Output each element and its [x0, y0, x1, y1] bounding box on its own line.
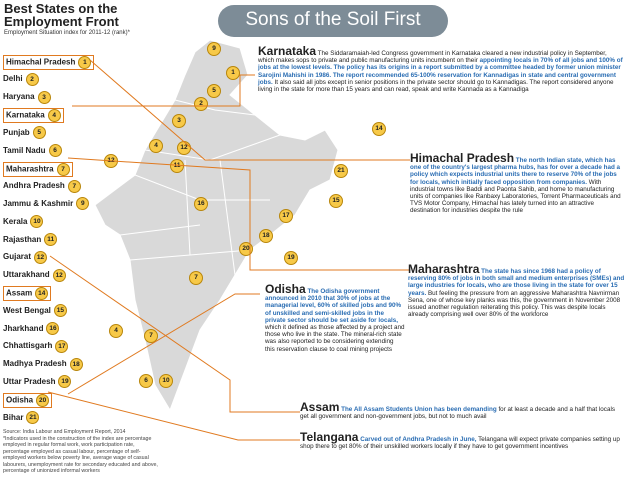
maharashtra-highlight: The state has since 1968 had a policy of reserving 80% of jobs in both small and medium enterprises (SMEs) and large industries for locals, who are those living in the state for over 15 years.: [408, 268, 625, 297]
rank-badge: 4: [48, 109, 61, 122]
map-rank-badge: 19: [284, 251, 298, 265]
rank-badge: 7: [57, 163, 70, 176]
page-title: Sons of the Soil First: [245, 9, 421, 30]
odisha-text: which it defined as those affected by a project and those who live in the state. The mineral-rich state was also reported to be considering extending this reservation clause to coal mining projects: [265, 324, 405, 353]
map-rank-badge: 10: [159, 374, 173, 388]
map-rank-badge: 18: [259, 229, 273, 243]
himachal-highlight: The north Indian state, which has one of the country's largest pharma hubs, has for over a decade had a policy which expects industrial units there to reserve 70% of the jobs for locals, which initially faced opposition from companies.: [410, 157, 621, 186]
connector-odisha: [68, 294, 260, 394]
map-rank-badge: 7: [144, 329, 158, 343]
rank-state-name: Andhra Pradesh: [3, 181, 65, 191]
rank-state-name: Bihar: [3, 412, 24, 422]
karnataka-text-2: It also said all jobs except in senior positions in the private sector should go to Kannadigas. The report considered anyone living in the state for more than 15 years and can read, speak and write Kannada as a Kannadiga: [258, 78, 614, 94]
assam-block: [300, 400, 625, 421]
maharashtra-block: [408, 262, 625, 319]
assam-title: Assam: [300, 400, 340, 414]
odisha-block: [265, 282, 405, 353]
rank-state-name: Punjab: [3, 127, 30, 137]
map-rank-badge: 2: [194, 97, 208, 111]
connector-karnataka: [72, 75, 255, 106]
maharashtra-title: Maharashtra: [408, 262, 480, 276]
map-rank-badge: 15: [329, 194, 343, 208]
connector-maharashtra: [68, 158, 410, 270]
rank-badge: 18: [70, 358, 83, 371]
rank-badge: 20: [36, 394, 49, 407]
footnote: *Indicators used in the construction of the index are percentage employed in regular formal work, work participation rate, percentage employed as casual labour, percentage of self-employed workers below poverty line, average wage of casual labourers, unemployment rate for secondary educated and above, percentage of unionized informal workers: [3, 436, 158, 475]
rank-badge: 2: [26, 73, 39, 86]
rank-badge: 15: [54, 304, 67, 317]
rank-badge: 12: [53, 269, 66, 282]
odisha-highlight: The Odisha government announced in 2010 that 30% of jobs at the managerial level, 60% of skilled jobs and 90% of unskilled and semi-skilled jobs in the private sector should be set aside for locals,: [265, 288, 402, 324]
map-rank-badge: 12: [104, 154, 118, 168]
connector-assam: [50, 256, 300, 412]
karnataka-title: Karnataka: [258, 44, 317, 58]
rank-state-name: Uttarakhand: [3, 270, 50, 280]
telangana-title: Telangana: [300, 430, 359, 444]
rank-state-name: Assam: [6, 289, 33, 298]
left-panel-subtitle: Employment Situation index for 2011-12 (rank)*: [4, 30, 130, 36]
rank-state-name: Kerala: [3, 216, 28, 226]
assam-text: for at least a decade and a half that locals get all government and non-government jobs, but not to much avail: [300, 406, 616, 421]
rank-badge: 16: [46, 322, 59, 335]
map-rank-badge: 14: [372, 122, 386, 136]
rank-badge: 21: [26, 411, 39, 424]
karnataka-block: [258, 44, 624, 94]
rank-state-name: Chhattisgarh: [3, 341, 53, 351]
rank-state-name: Madhya Pradesh: [3, 359, 67, 369]
assam-highlight: The All Assam Students Union has been demanding: [341, 406, 497, 413]
map-rank-badge: 17: [279, 209, 293, 223]
left-panel-title: Best States on the Employment Front: [4, 1, 119, 29]
rank-state-name: Uttar Pradesh: [3, 377, 56, 386]
telangana-highlight: Carved out of Andhra Pradesh in June,: [360, 436, 477, 443]
source-note: Source: India Labour and Employment Report, 2014: [3, 429, 126, 435]
connector-telangana: [48, 392, 300, 440]
maharashtra-text: But feeling the pressure from an aggressive Maharashtra Navnirman Sena, one of whose key planks was this, the government in November 2008 issued another regulation reiterating this policy. This was despite locals already comprising well over 80% of the workforce: [408, 289, 621, 319]
map-rank-badge: 6: [139, 374, 153, 388]
map-rank-badge: 5: [207, 84, 221, 98]
map-rank-badge: 7: [189, 271, 203, 285]
map-rank-badge: 4: [149, 139, 163, 153]
telangana-block: [300, 430, 625, 451]
rank-badge: 10: [30, 215, 43, 228]
rank-badge: 1: [78, 56, 91, 69]
rank-badge: 7: [68, 180, 81, 193]
rank-state-name: Delhi: [3, 74, 23, 84]
karnataka-text-1: The Siddaramaiah-led Congress government in Karnataka cleared a new industrial policy in September, which makes sops to private and public manufacturing units incumbent on their: [258, 50, 607, 65]
map-rank-badge: 1: [226, 66, 240, 80]
himachal-text: With industrial towns like Baddi and Paonta Sahib, and home to manufacturing units of companies like Ranbaxy Laboratories, Torrent Pharmaceuticals and TVS Motor Company, Himachal has lately turned into an attractive destination for industries despite the rule: [410, 178, 621, 215]
rank-state-name: Tamil Nadu: [3, 145, 46, 155]
rank-badge: 11: [44, 233, 57, 246]
rank-badge: 6: [49, 144, 62, 157]
rank-state-name: Rajasthan: [3, 234, 42, 244]
rank-state-name: West Bengal: [3, 305, 51, 315]
rank-state-name: Haryana: [3, 92, 35, 102]
karnataka-highlight: appointing locals in 70% of all jobs and 100% of jobs at the lowest levels. The policy has its origins in a report submitted by a committee headed by former union minister Sarojini Mahishi in 1986. The report recommended 65-100% reservation for Kannadigas in state and central government jobs.: [258, 57, 623, 86]
rank-badge: 3: [38, 91, 51, 104]
rank-state-name: Himachal Pradesh: [6, 57, 76, 67]
map-rank-badge: 20: [239, 242, 253, 256]
map-rank-badge: 4: [109, 324, 123, 338]
telangana-text: Telangana will expect private companies setting up shop there to get 80% of their unskilled workers locally if they have to get government incentives: [300, 436, 620, 451]
map-rank-badge: 12: [177, 141, 191, 155]
rank-state-name: Maharashtra: [6, 164, 54, 174]
himachal-title: Himachal Pradesh: [410, 151, 515, 165]
map-rank-badge: 21: [334, 164, 348, 178]
rank-state-name: Jharkhand: [3, 323, 44, 333]
map-rank-badge: 11: [170, 159, 184, 173]
map-rank-badge: 3: [172, 114, 186, 128]
himachal-block: [410, 151, 625, 215]
map-rank-badge: 9: [207, 42, 221, 56]
rank-badge: 9: [76, 197, 89, 210]
rank-badge: 12: [34, 251, 47, 264]
rank-state-name: Jammu & Kashmir: [3, 199, 74, 208]
rank-badge: 17: [55, 340, 68, 353]
rank-badge: 14: [35, 287, 48, 300]
rank-badge: 5: [33, 126, 46, 139]
odisha-title: Odisha: [265, 282, 306, 296]
rank-state-name: Odisha: [6, 395, 34, 405]
rank-state-name: Karnataka: [6, 111, 45, 120]
rank-state-name: Gujarat: [3, 252, 32, 262]
map-rank-badge: 16: [194, 197, 208, 211]
rank-badge: 19: [58, 375, 71, 388]
